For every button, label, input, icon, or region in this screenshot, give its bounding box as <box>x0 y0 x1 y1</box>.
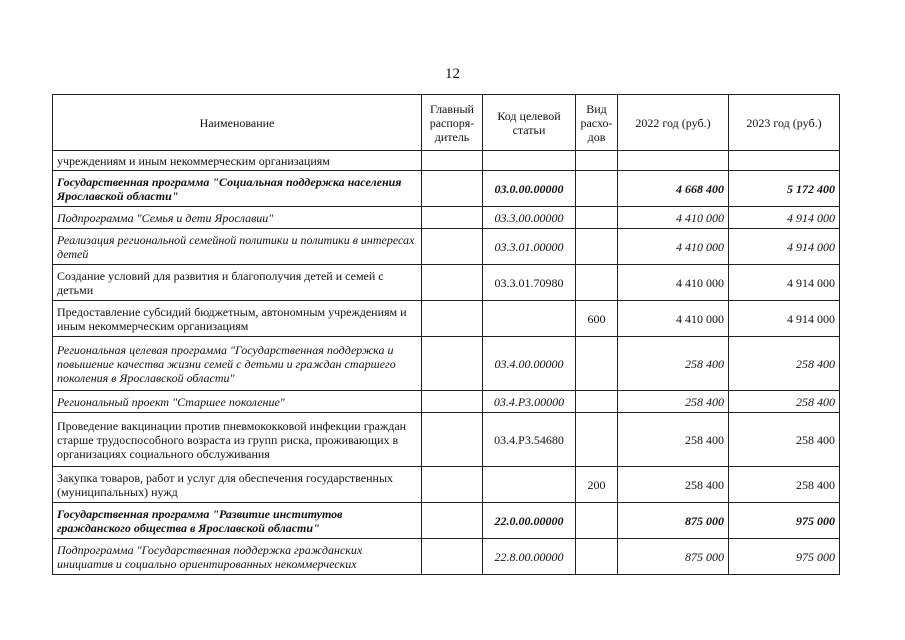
table-row <box>53 503 840 539</box>
header-vid: Вид расхо-дов <box>576 95 618 151</box>
cell-vid <box>576 229 618 265</box>
table-row <box>53 301 840 337</box>
header-admin: Главный распоря-дитель <box>422 95 483 151</box>
cell-vid <box>576 207 618 229</box>
cell-admin <box>422 301 483 337</box>
cell-name: Создание условий для развития и благополучия детей и семей с детьми <box>53 265 422 301</box>
cell-code: 03.3.00.00000 <box>483 207 576 229</box>
cell-vid <box>576 337 618 391</box>
budget-table <box>52 94 840 575</box>
cell-vid <box>576 151 618 171</box>
table-row <box>53 265 840 301</box>
cell-admin <box>422 467 483 503</box>
cell-2022: 4 410 000 <box>618 301 729 337</box>
cell-2022 <box>618 151 729 171</box>
cell-vid <box>576 539 618 575</box>
cell-admin <box>422 413 483 467</box>
cell-code: 03.4.P3.54680 <box>483 413 576 467</box>
cell-2023 <box>729 151 840 171</box>
cell-name: Государственная программа "Развитие институтов гражданского общества в Ярославской области" <box>53 503 422 539</box>
table-row <box>53 413 840 467</box>
table-row <box>53 151 840 171</box>
cell-code: 03.3.01.70980 <box>483 265 576 301</box>
table-row <box>53 207 840 229</box>
cell-admin <box>422 207 483 229</box>
cell-vid: 600 <box>576 301 618 337</box>
cell-code: 03.4.00.00000 <box>483 337 576 391</box>
cell-code <box>483 151 576 171</box>
cell-vid <box>576 391 618 413</box>
cell-code <box>483 467 576 503</box>
table-row <box>53 171 840 207</box>
cell-2023: 5 172 400 <box>729 171 840 207</box>
cell-2022: 4 668 400 <box>618 171 729 207</box>
cell-2023: 4 914 000 <box>729 265 840 301</box>
cell-2023: 975 000 <box>729 539 840 575</box>
cell-admin <box>422 171 483 207</box>
cell-2023: 258 400 <box>729 413 840 467</box>
cell-2022: 875 000 <box>618 503 729 539</box>
cell-name: Региональный проект "Старшее поколение" <box>53 391 422 413</box>
header-2023: 2023 год (руб.) <box>729 95 840 151</box>
cell-vid <box>576 413 618 467</box>
cell-2023: 258 400 <box>729 337 840 391</box>
cell-name: Государственная программа "Социальная поддержка населения Ярославской области" <box>53 171 422 207</box>
cell-2023: 975 000 <box>729 503 840 539</box>
cell-name: Проведение вакцинации против пневмококковой инфекции граждан старше трудоспособного возраста из групп риска, проживающих в организациях социального обслуживания <box>53 413 422 467</box>
cell-2023: 4 914 000 <box>729 207 840 229</box>
cell-2023: 4 914 000 <box>729 229 840 265</box>
cell-vid <box>576 503 618 539</box>
cell-admin <box>422 539 483 575</box>
cell-name: Региональная целевая программа "Государственная поддержка и повышение качества жизни семей с детьми и граждан старшего поколения в Ярославской области" <box>53 337 422 391</box>
cell-2022: 4 410 000 <box>618 265 729 301</box>
table-row <box>53 229 840 265</box>
cell-code <box>483 301 576 337</box>
cell-admin <box>422 229 483 265</box>
cell-vid: 200 <box>576 467 618 503</box>
table-row <box>53 467 840 503</box>
cell-2022: 258 400 <box>618 391 729 413</box>
cell-code: 03.3.01.00000 <box>483 229 576 265</box>
cell-code: 22.8.00.00000 <box>483 539 576 575</box>
cell-name: Предоставление субсидий бюджетным, автономным учреждениям и иным некоммерческим организациям <box>53 301 422 337</box>
header-row <box>53 95 840 151</box>
cell-2022: 258 400 <box>618 467 729 503</box>
table-row <box>53 337 840 391</box>
table-row <box>53 539 840 575</box>
cell-2022: 4 410 000 <box>618 229 729 265</box>
cell-vid <box>576 171 618 207</box>
header-name: Наименование <box>53 95 422 151</box>
cell-admin <box>422 391 483 413</box>
cell-vid <box>576 265 618 301</box>
cell-2023: 258 400 <box>729 467 840 503</box>
header-2022: 2022 год (руб.) <box>618 95 729 151</box>
cell-code: 03.4.P3.00000 <box>483 391 576 413</box>
cell-name: Реализация региональной семейной политики и политики в интересах детей <box>53 229 422 265</box>
cell-name: учреждениям и иным некоммерческим организациям <box>53 151 422 171</box>
page-number: 12 <box>445 66 460 82</box>
cell-2022: 4 410 000 <box>618 207 729 229</box>
cell-name: Подпрограмма "Государственная поддержка гражданских инициатив и социально ориентированных некоммерческих <box>53 539 422 575</box>
cell-admin <box>422 265 483 301</box>
cell-name: Подпрограмма "Семья и дети Ярославии" <box>53 207 422 229</box>
cell-code: 22.0.00.00000 <box>483 503 576 539</box>
cell-admin <box>422 151 483 171</box>
header-code: Код целевой статьи <box>483 95 576 151</box>
table-row <box>53 391 840 413</box>
cell-code: 03.0.00.00000 <box>483 171 576 207</box>
cell-2022: 875 000 <box>618 539 729 575</box>
cell-2023: 4 914 000 <box>729 301 840 337</box>
cell-admin <box>422 503 483 539</box>
cell-2022: 258 400 <box>618 413 729 467</box>
cell-name: Закупка товаров, работ и услуг для обеспечения государственных (муниципальных) нужд <box>53 467 422 503</box>
cell-2022: 258 400 <box>618 337 729 391</box>
cell-admin <box>422 337 483 391</box>
cell-2023: 258 400 <box>729 391 840 413</box>
